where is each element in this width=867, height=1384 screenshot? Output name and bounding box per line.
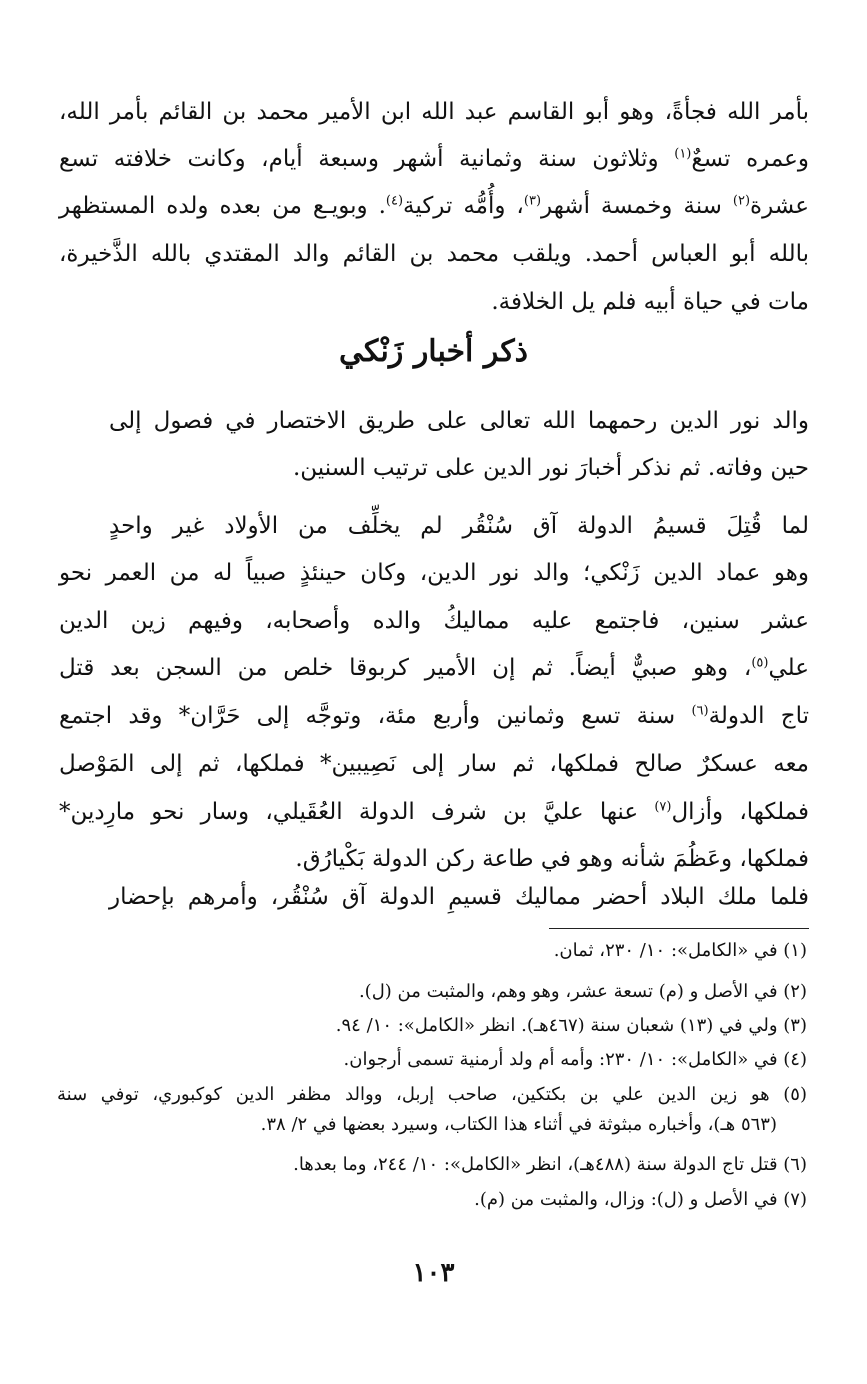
footnote-mark: (٤) bbox=[385, 193, 404, 209]
text-line bbox=[59, 143, 809, 175]
footnote-mark: (٢) bbox=[732, 193, 751, 209]
text-run: علي bbox=[768, 655, 809, 681]
text-line: معه عسكرٌ صالح فملكها، ثم سار إلى نَصِيبين* فملكها، ثم إلى المَوْصل bbox=[59, 751, 809, 777]
text-line bbox=[59, 796, 809, 828]
text-run: ، وأُمُّه تركية bbox=[403, 193, 524, 219]
footnote-mark: (٥) bbox=[751, 655, 769, 671]
text-line bbox=[59, 700, 809, 732]
footnote: (٢) في الأصل و (م) تسعة عشر، وهو وهم، والمثبت من (ل). bbox=[358, 981, 807, 1002]
text-line: فلما ملك البلاد أحضر مماليك قسيمِ الدولة آق سُنْقُر، وأمرهم بإحضار bbox=[109, 884, 809, 910]
text-line bbox=[59, 652, 809, 684]
footnote: (١) في «الكامل»: ١٠/ ٢٣٠، ثمان. bbox=[553, 940, 807, 961]
footnote-mark: (٧) bbox=[654, 799, 672, 815]
footnote: (٥) هو زين الدين علي بن بكتكين، صاحب إربل، ووالد مظفر الدين كوكبوري، توفي سنة bbox=[57, 1084, 807, 1105]
text-line bbox=[59, 190, 809, 222]
text-run: . وبويـع من بعده ولده المستظهر bbox=[59, 193, 386, 219]
text-line: مات في حياة أبيه فلم يل الخلافة. bbox=[491, 289, 809, 315]
footnote-mark: (١) bbox=[674, 146, 692, 162]
footnote: (٦) قتل تاج الدولة سنة (٤٨٨هـ)، انظر «الكامل»: ١٠/ ٢٤٤، وما بعدها. bbox=[293, 1154, 807, 1175]
text-line: بالله أبو العباس أحمد. ويلقب محمد بن القائم والد المقتدي بالله الذَّخيرة، bbox=[59, 241, 809, 267]
text-run: وعمره تسعٌ bbox=[691, 146, 809, 172]
text-run: سنة وخمسة أشهر bbox=[541, 193, 733, 219]
text-line: حين وفاته. ثم نذكر أخبارَ نور الدين على ترتيب السنين. bbox=[292, 455, 809, 481]
text-line: وهو عماد الدين زَنْكي؛ والد نور الدين، وكان حينئذٍ صبياً له من العمر نحو bbox=[59, 560, 809, 586]
footnote: (٧) في الأصل و (ل): وزال، والمثبت من (م). bbox=[474, 1189, 807, 1210]
text-run: سنة تسع وثمانين وأربع مئة، وتوجَّه إلى حَرَّان* وقد اجتمع bbox=[59, 703, 692, 729]
section-heading: ذكر أخبار زَنْكي bbox=[338, 334, 529, 369]
footnote: (٥٦٣ هـ)، وأخباره مبثوثة في أثناء هذا الكتاب، وسيرد بعضها في ٢/ ٣٨. bbox=[260, 1114, 777, 1135]
footnote: (٣) ولي في (١٣) شعبان سنة (٤٦٧هـ). انظر «الكامل»: ١٠/ ٩٤. bbox=[335, 1015, 807, 1036]
page-number: ١٠٣ bbox=[412, 1258, 455, 1288]
text-line: فملكها، وعَظُمَ شأنه وهو في طاعة ركن الدولة بَكْيارُق. bbox=[295, 846, 809, 872]
text-run: فملكها، وأزال bbox=[671, 799, 810, 825]
footnote-mark: (٦) bbox=[691, 703, 709, 719]
text-run: عشرة bbox=[750, 193, 810, 219]
footnote-separator bbox=[549, 928, 809, 929]
footnote: (٤) في «الكامل»: ١٠/ ٢٣٠: وأمه أم ولد أرمنية تسمى أرجوان. bbox=[343, 1049, 807, 1070]
text-line: والد نور الدين رحمهما الله تعالى على طريق الاختصار في فصول إلى bbox=[109, 408, 809, 434]
text-run: ، وهو صبيٌّ أيضاً. ثم إن الأمير كربوقا خلص من السجن بعد قتل bbox=[59, 655, 752, 681]
text-run: وثلاثون سنة وثمانية أشهر وسبعة أيام، وكانت خلافته تسع bbox=[59, 146, 675, 172]
text-line: عشر سنين، فاجتمع عليه مماليكُ والده وأصحابه، وفيهم زين الدين bbox=[59, 608, 809, 634]
text-line: لما قُتِلَ قسيمُ الدولة آق سُنْقُر لم يخلِّف من الأولاد غير واحدٍ bbox=[109, 513, 809, 539]
footnote-mark: (٣) bbox=[523, 193, 542, 209]
text-line: بأمر الله فجأةً، وهو أبو القاسم عبد الله ابن الأمير محمد بن القائم بأمر الله، bbox=[59, 99, 809, 125]
text-run: عنها عليَّ بن شرف الدولة العُقَيلي، وسار نحو مارِدين* bbox=[59, 799, 655, 825]
text-run: تاج الدولة bbox=[708, 703, 810, 729]
